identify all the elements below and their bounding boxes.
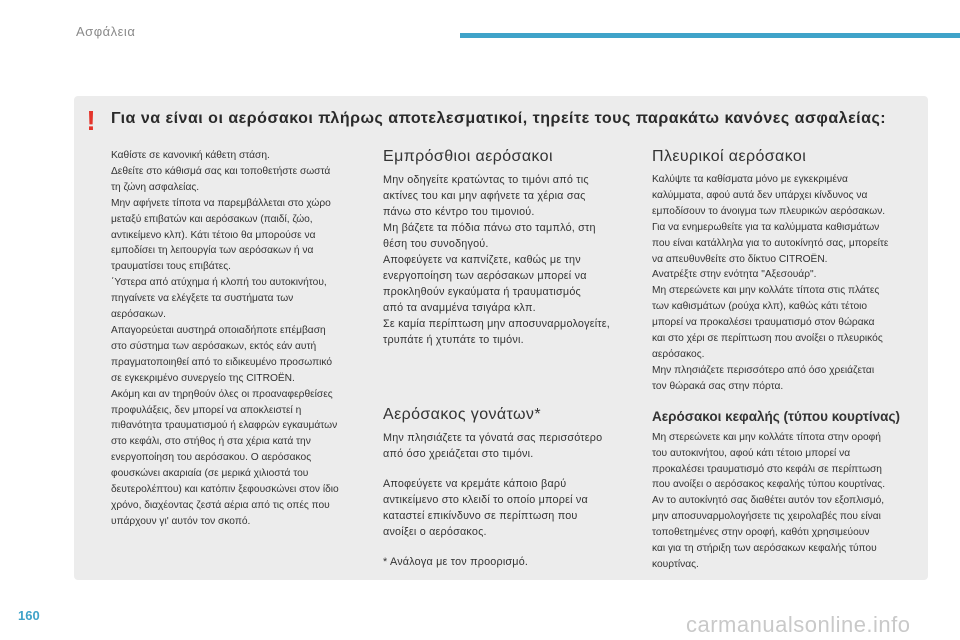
general-rules-text: Καθίστε σε κανονική κάθετη στάση. Δεθείτε στο κάθισμά σας και τοποθετήστε σωστά τη ζώνη ασφαλείας. Μην αφήνετε τίποτα να παρεμβάλλεται στο χώρο μεταξύ επιβατών και αερόσακων (παιδί, ζώο, αντικείμενο κλπ). Κάτι τέτοιο θα μπορούσε να εμποδίσει τη λειτουργία των αερόσακων ή να τραυματίσει τους επιβάτες. ΄Υστερα από ατύχημα ή κλοπή του αυτοκινήτου, πηγαίνετε να ελέγξετε τα συστήματα των αερόσακων. Απαγορεύεται αυστηρά οποιαδήποτε επέμβαση στο σύστημα των αερόσακων, εκτός εάν αυτή πραγματοποιηθεί από το ειδικευμένο προσωπικό σε εγκεκριμένο συνεργείο της CITROËN. Ακόμη και αν τηρηθούν όλες οι προαναφερθείσες προφυλάξεις, δεν μπορεί να αποκλειστεί η πιθανότητα τραυματισμού ή ελαφρών εγκαυμάτων στο κεφάλι, στο στήθος ή στα χέρια κατά την ενεργοποίηση του αερόσακου. Ο αερόσακος φουσκώνει ακαριαία (σε μερικά χιλιοστά του δευτερολέπτου) και κατόπιν ξεφουσκώνει στον ίδιο χρόνο, διαχέοντας ζεστά αέρια από τις οπές που υπάρχουν γι' αυτόν τον σκοπό. [111,150,339,527]
curtain-airbags-title: Αερόσακοι κεφαλής (τύπου κουρτίνας) [652,408,900,424]
section-title: Ασφάλεια [76,24,136,39]
header-accent-bar [460,33,960,38]
watermark: carmanualsonline.info [686,612,911,637]
exclamation-icon: ! [86,105,96,136]
column-side-curtain-airbags [652,148,914,573]
footnote: * Ανάλογα με τον προορισμό. [383,556,529,568]
knee-airbag-title: Αερόσακος γονάτων* [383,406,541,423]
front-airbags-text: Μην οδηγείτε κρατώντας το τιμόνι από τις ακτίνες του και μην αφήνετε τα χέρια σας πάνω στο κέντρο του τιμονιού. Μη βάζετε τα πόδια πάνω στο ταμπλό, στη θέση του συνοδηγού. Αποφεύγετε να καπνίζετε, καθώς με την ενεργοποίηση των αερόσακων μπορεί να προκληθούν εγκαύματα ή τραυματισμός από τα αναμμένα τσιγάρα κλπ. Σε καμία περίπτωση μην αποσυναρμολογείτε, τρυπάτε ή χτυπάτε το τιμόνι. [383,174,610,346]
warning-headline: Για να είναι οι αερόσακοι πλήρως αποτελεσματικοί, τηρείτε τους παρακάτω κανόνες ασφαλείας: [111,110,887,127]
page-number: 160 [18,608,40,623]
side-airbags-text: Καλύψτε τα καθίσματα μόνο με εγκεκριμένα καλύμματα, αφού αυτά δεν υπάρχει κίνδυνος να εμποδίσουν το άνοιγμα των πλευρικών αερόσακων. Για να ενημερωθείτε για τα καλύμματα καθισμάτων που είναι κατάλληλα για το αυτοκίνητό σας, μπορείτε να απευθυνθείτε στο δίκτυο CITROËN. Ανατρέξτε στην ενότητα "Αξεσουάρ". Μη στερεώνετε και μην κολλάτε τίποτα στις πλάτες των καθισμάτων (ρούχα κλπ), καθώς κάτι τέτοιο μπορεί να προκαλέσει τραυματισμό στον θώρακα και στο χέρι σε περίπτωση που ανοίξει ο πλευρικός αερόσακος. Μην πλησιάζετε περισσότερο από όσο χρειάζεται τον θώρακά σας στην πόρτα. [652,174,889,392]
knee-airbag-text-2: Αποφεύγετε να κρεμάτε κάποιο βαρύ αντικείμενο στο κλειδί το οποίο μπορεί να καταστεί επικίνδυνο σε περίπτωση που ανοίξει ο αερόσακος. [383,478,588,538]
column-front-knee-airbags [383,148,633,570]
column-general-rules [111,148,365,530]
front-airbags-title: Εμπρόσθιοι αερόσακοι [383,148,553,165]
curtain-airbags-text: Μη στερεώνετε και μην κολλάτε τίποτα στην οροφή του αυτοκινήτου, αφού κάτι τέτοιο μπορεί να προκαλέσει τραυματισμό στο κεφάλι σε περίπτωση που ανοίξει ο αερόσακος κεφαλής τύπου κουρτίνας. Αν το αυτοκίνητό σας διαθέτει αυτόν τον εξοπλισμό, μην αποσυναρμολογήσετε τις χειρολαβές που είναι τοποθετημένες στην οροφή, καθότι χρησιμεύουν και για τη στήριξη των αερόσακων κεφαλής τύπου κουρτίνας. [652,431,886,570]
knee-airbag-text-1: Μην πλησιάζετε τα γόνατά σας περισσότερο από όσο χρειάζεται στο τιμόνι. [383,432,603,460]
side-airbags-title: Πλευρικοί αερόσακοι [652,148,807,165]
